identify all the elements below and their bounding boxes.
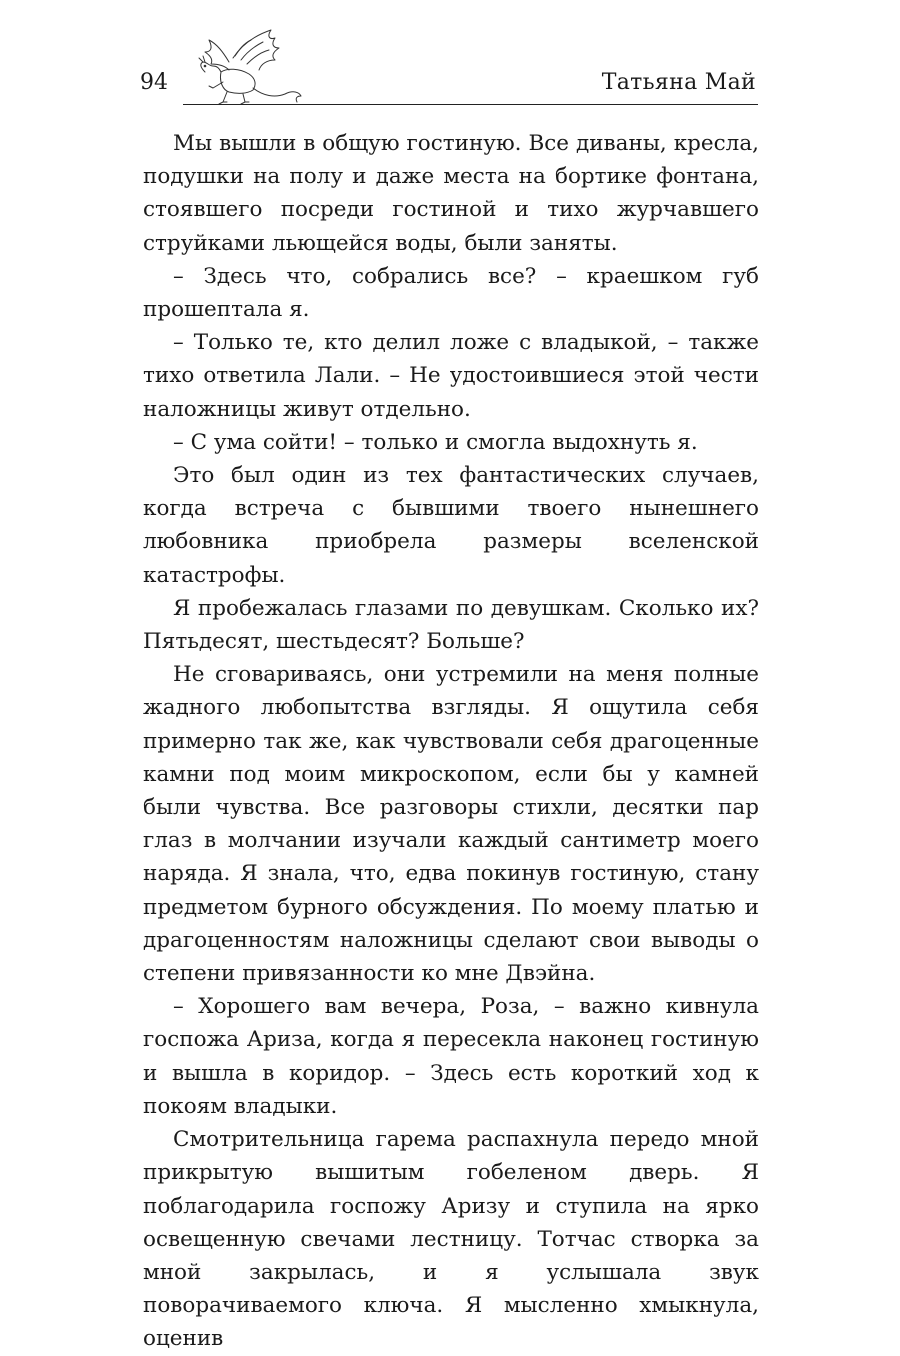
paragraph: Смотрительница гарема распахнула передо мной прикрытую вышитым гобеленом дверь. Я поблагодарила госпожу Аризу и ступила на ярко освещенную свечами лестницу. Тотчас створка за мной закрылась, и я услышала звук поворачиваемого ключа. Я мысленно хмыкнула, оценив <box>143 1127 759 1352</box>
header-divider <box>183 104 758 105</box>
author-name: Татьяна Май <box>601 70 756 95</box>
paragraph: Я пробежалась глазами по девушкам. Сколько их? Пятьдесят, шестьдесят? Больше? <box>143 595 759 655</box>
body-text <box>143 127 759 1356</box>
paragraph: Это был один из тех фантастических случаев, когда встреча с бывшими твоего нынешнего любовника приобрела размеры вселенской катастрофы. <box>143 463 759 588</box>
paragraph: Мы вышли в общую гостиную. Все диваны, кресла, подушки на полу и даже места на бортике фонтана, стоявшего посреди гостиной и тихо журчавшего струйками льющейся воды, были заняты. <box>143 131 759 256</box>
dragon-icon <box>183 22 308 108</box>
paragraph: – Хорошего вам вечера, Роза, – важно кивнула госпожа Ариза, когда я пересекла наконец гостиную и вышла в коридор. – Здесь есть короткий ход к покоям владыки. <box>143 994 759 1119</box>
paragraph: – Только те, кто делил ложе с владыкой, – также тихо ответила Лали. – Не удостоившиеся этой чести наложницы живут отдельно. <box>143 330 759 422</box>
paragraph: – Здесь что, собрались все? – краешком губ прошептала я. <box>143 263 759 323</box>
paragraph: Не сговариваясь, они устремили на меня полные жадного любопытства взгляды. Я ощутила себя примерно так же, как чувствовали себя драгоценные камни под моим микроскопом, если бы у камней были чувства. Все разговоры стихли, десятки пар глаз в молчании изучали каждый сантиметр моего наряда. Я знала, что, едва покинув гостиную, стану предметом бурного обсуждения. По моему платью и драгоценностям наложницы сделают свои выводы о степени привязанности ко мне Двэйна. <box>143 662 759 987</box>
page-number: 94 <box>140 70 168 95</box>
paragraph: – С ума сойти! – только и смогла выдохнуть я. <box>173 429 698 455</box>
